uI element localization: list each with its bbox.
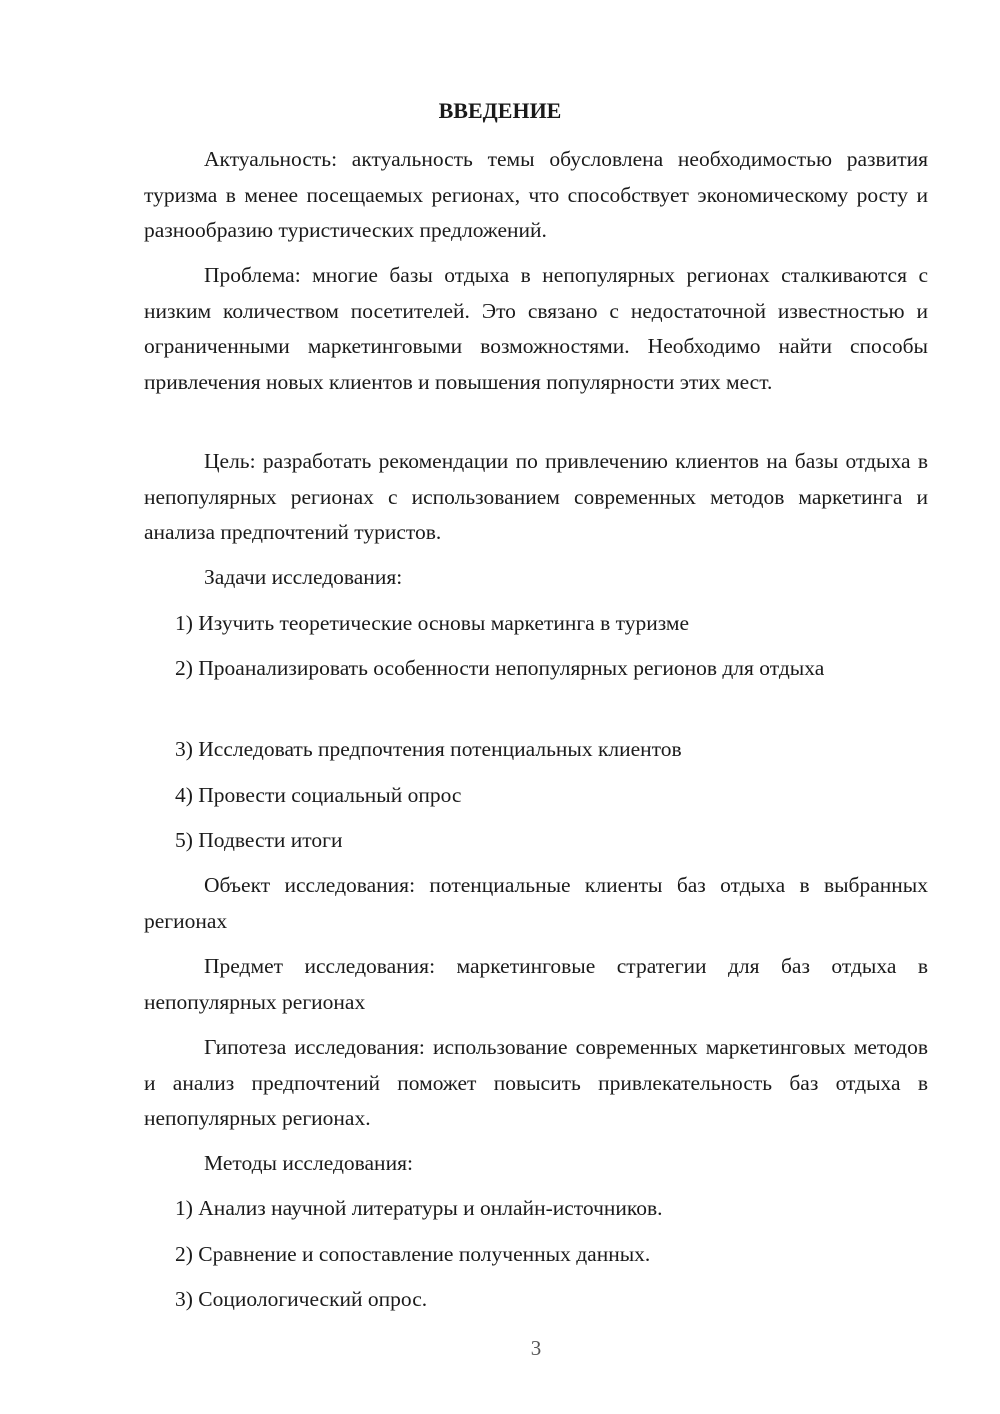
- method-item-2: 2) Сравнение и сопоставление полученных данных.: [175, 1242, 651, 1266]
- task-item-5: 5) Подвести итоги: [175, 828, 343, 852]
- subject-paragraph: Предмет исследования: маркетинговые стратегии для баз отдыха в непопулярных регионах: [144, 954, 928, 1014]
- object-paragraph: Объект исследования: потенциальные клиенты баз отдыха в выбранных регионах: [144, 873, 928, 933]
- methods-title: Методы исследования:: [204, 1151, 413, 1175]
- task-item-4: 4) Провести социальный опрос: [175, 783, 462, 807]
- task-item-1: 1) Изучить теоретические основы маркетинга в туризме: [175, 611, 690, 635]
- task-item-3: 3) Исследовать предпочтения потенциальных клиентов: [175, 737, 682, 761]
- tasks-title: Задачи исследования:: [204, 565, 403, 589]
- method-item-3: 3) Социологический опрос.: [175, 1287, 428, 1311]
- page-title: ВВЕДЕНИЕ: [438, 98, 562, 123]
- task-item-2: 2) Проанализировать особенности непопулярных регионов для отдыха: [175, 656, 825, 680]
- goal-paragraph: Цель: разработать рекомендации по привлечению клиентов на базы отдыха в непопулярных регионах с использованием современных методов маркетинга и анализа предпочтений туристов.: [144, 449, 928, 544]
- method-item-1: 1) Анализ научной литературы и онлайн-источников.: [175, 1196, 663, 1220]
- page-number: 3: [530, 1336, 542, 1360]
- problem-paragraph: Проблема: многие базы отдыха в непопулярных регионах сталкиваются с низким количеством посетителей. Это связано с недостаточной известностью и ограниченными маркетинговыми возможностями. Необходимо найти способы привлечения новых клиентов и повышения популярности этих мест.: [144, 263, 928, 394]
- relevance-paragraph: Актуальность: актуальность темы обусловлена необходимостью развития туризма в менее посещаемых регионах, что способствует экономическому росту и разнообразию туристических предложений.: [144, 147, 928, 242]
- hypothesis-paragraph: Гипотеза исследования: использование современных маркетинговых методов и анализ предпочтений поможет повысить привлекательность баз отдыха в непопулярных регионах.: [144, 1035, 928, 1130]
